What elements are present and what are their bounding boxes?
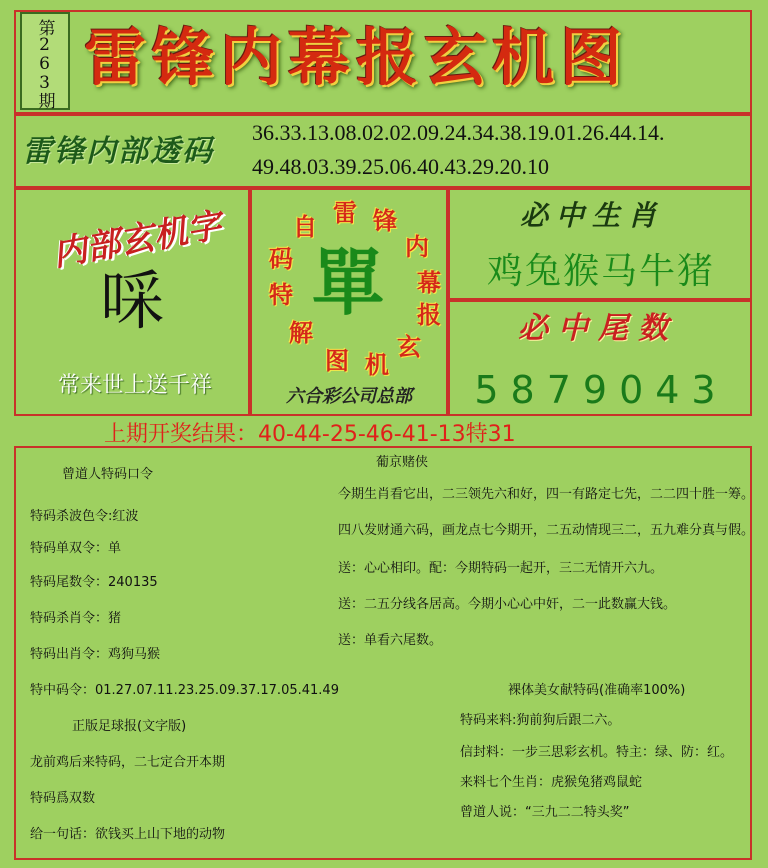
mystery-character: 啋 xyxy=(100,265,164,339)
tail-title: 必中尾数 xyxy=(518,311,678,346)
right-line: 四八发财通六码，画龙点七今期开，二五动情现三二，五九难分真与假。 xyxy=(338,523,755,538)
numbers-line-1: 36.33.13.08.02.02.09.24.34.38.19.01.26.44.14. xyxy=(252,120,665,145)
ring-char: 雷 xyxy=(333,198,357,227)
ring-char: 自 xyxy=(293,212,317,241)
zodiac-title: 必中生肖 xyxy=(519,199,664,232)
left-panel-title: 内部玄机字 xyxy=(49,205,225,275)
right-line: 来料七个生肖：虎猴兔猪鸡鼠蛇 xyxy=(460,775,643,790)
left-line: 特码爲双数 xyxy=(30,791,96,806)
numbers-label: 雷锋内部透码 xyxy=(22,134,214,169)
left-line: 特码出肖令：鸡狗马猴 xyxy=(30,647,161,662)
center-character: 單 xyxy=(311,241,384,325)
ring-char: 特 xyxy=(269,280,293,309)
ring-char: 码 xyxy=(269,244,293,273)
left-line: 特码单双令：单 xyxy=(30,541,122,556)
tail-digits: 5879043 xyxy=(474,368,728,412)
ring-char: 幕 xyxy=(417,268,441,297)
left-heading: 曾道人特码口令 xyxy=(62,467,154,482)
ring-char: 锋 xyxy=(373,206,397,235)
numbers-line-2: 49.48.03.39.25.06.40.43.29.20.10 xyxy=(252,154,549,179)
right-line: 送：心心相印。配：今期特码一起开，三二无情开六九。 xyxy=(338,561,664,576)
left-line: 给一句话：欲钱买上山下地的动物 xyxy=(30,827,226,842)
left-line: 龙前鸡后来特码，二七定合开本期 xyxy=(30,755,226,770)
page-title: 雷锋内幕报玄机图 xyxy=(84,21,629,94)
last-result: 上期开奖结果：40-44-25-46-41-13特31 xyxy=(104,422,516,447)
left-line: 特码杀波色令:红波 xyxy=(30,509,139,524)
right-heading-2: 裸体美女献特码(准确率100%) xyxy=(508,683,686,698)
left-line: 特码尾数令：240135 xyxy=(30,575,158,590)
ring-char: 玄 xyxy=(397,332,421,361)
mystery-phrase: 常来世上送千祥 xyxy=(57,373,212,398)
right-line: 今期生肖看它出，二三领先六和好，四一有路定七先，二二四十胜一筹。 xyxy=(338,487,755,502)
center-caption: 六合彩公司总部 xyxy=(286,386,412,407)
ring-char: 机 xyxy=(365,350,389,379)
ring-char: 报 xyxy=(417,300,441,329)
issue-badge xyxy=(20,12,70,110)
right-heading: 葡京赌侠 xyxy=(376,455,429,470)
left-heading-2: 正版足球报(文字版) xyxy=(72,719,187,734)
ring-char: 图 xyxy=(325,346,349,375)
right-line: 特码来料:狗前狗后跟二六。 xyxy=(460,713,621,728)
right-line: 送：单看六尾数。 xyxy=(338,633,443,648)
issue-number: 第263期 xyxy=(34,18,55,108)
right-line: 送：二五分线各居高。今期小心心中奸，二一此数赢大钱。 xyxy=(338,597,677,612)
left-line: 特中码令：01.27.07.11.23.25.09.37.17.05.41.49 xyxy=(30,683,339,698)
right-line: 信封料：一步三思彩玄机。特主：绿、防：红。 xyxy=(460,745,734,760)
ring-char: 解 xyxy=(289,318,313,347)
zodiac-values: 鸡兔猴马牛猪 xyxy=(486,251,715,292)
right-line: 曾道人说：“三九二二特头奖” xyxy=(460,805,630,820)
left-line: 特码杀肖令：猪 xyxy=(30,611,122,626)
ring-char: 内 xyxy=(405,232,429,261)
